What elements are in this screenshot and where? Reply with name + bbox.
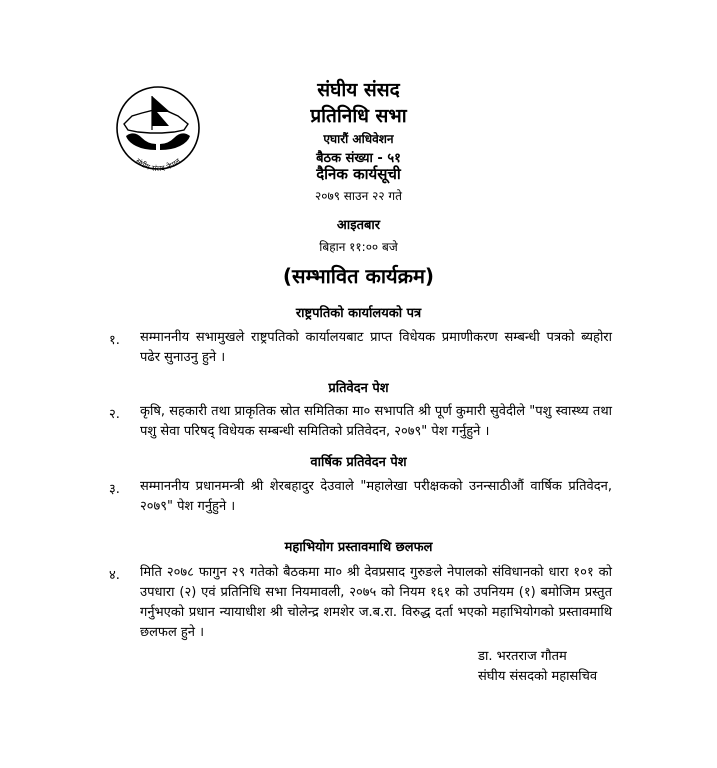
- signatory-name: डा. भरतराज गौतम: [478, 649, 567, 664]
- logo-text: संघीय संसद नेपाल: [133, 156, 183, 173]
- agenda-time: बिहान ११:०० बजे: [319, 240, 398, 254]
- item-number: ४.: [109, 568, 120, 583]
- section-heading: प्रतिवेदन पेश: [328, 381, 389, 396]
- item-number: ३.: [109, 482, 120, 497]
- section-heading: वार्षिक प्रतिवेदन पेश: [310, 455, 407, 470]
- item-text: सम्माननीय सभामुखले राष्ट्रपतिको कार्यालयबाट प्राप्त विधेयक प्रमाणीकरण सम्बन्धी पत्रको ब्यहोरा पढेर सुनाउनु हुने ।: [140, 330, 612, 365]
- signatory-designation: संघीय संसदको महासचिव: [478, 669, 598, 684]
- item-text: सम्माननीय प्रधानमन्त्री श्री शेरबहादुर देउवाले "महालेखा परीक्षकको उनन्साठीऔं वार्षिक प्रतिवेदन, २०७९" पेश गर्नुहुने ।: [140, 479, 612, 514]
- header-subtitle: प्रतिनिधि सभा: [310, 105, 407, 127]
- item-text: मिति २०७८ फागुन २९ गतेको बैठकमा मा० श्री देवप्रसाद गुरुङले नेपालको संविधानको धारा १०१ को उपधारा (२) एवं प्रतिनिधि सभा नियमावली, २०७५ को नियम १६१ को उपनियम (१) बमोजिम प्रस्तुत गर्नुभएको प्रधान न्यायाधीश श्री चोलेन्द्र शमशेर ज.ब.रा. विरुद्ध दर्ता भएको महाभियोगको प्रस्तावमाथि छलफल हुने ।: [140, 565, 612, 640]
- header-title: संघीय संसद: [317, 79, 400, 101]
- item-number: २.: [109, 407, 120, 422]
- meeting-number: बैठक संख्या - ५१: [316, 151, 401, 166]
- agenda-title: दैनिक कार्यसूची: [316, 165, 401, 183]
- item-text: कृषि, सहकारी तथा प्राकृतिक स्रोत समितिका मा० सभापति श्री पूर्ण कुमारी सुवेदीले "पशु स्वास्थ्य तथा पशु सेवा परिषद् विधेयक सम्बन्धी समितिको प्रतिवेदन, २०७९" पेश गर्नुहुने ।: [140, 404, 612, 439]
- section-heading: राष्ट्रपतिको कार्यालयको पत्र: [295, 306, 422, 321]
- program-title: (सम्भावित कार्यक्रम): [282, 264, 435, 288]
- agenda-date: २०७९ साउन २२ गते: [315, 189, 402, 203]
- item-number: १.: [109, 333, 120, 348]
- agenda-day: आइतबार: [336, 218, 381, 233]
- section-heading: महाभियोग प्रस्तावमाथि छलफल: [284, 540, 433, 555]
- session-label: एघारौं अधिवेशन: [323, 132, 394, 146]
